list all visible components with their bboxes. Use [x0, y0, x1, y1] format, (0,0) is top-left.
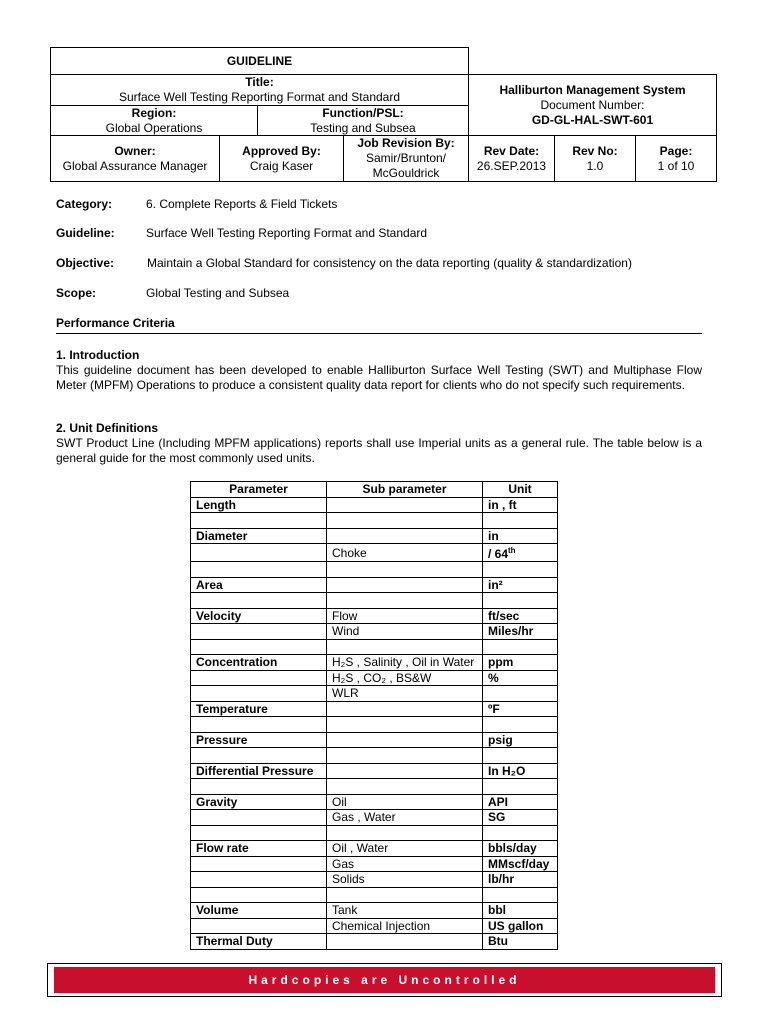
cell-parameter: Velocity	[191, 608, 327, 624]
cell-sub-parameter: Gas , Water	[327, 810, 483, 826]
cell-unit: MMscf/day	[483, 856, 558, 872]
cell-parameter	[191, 593, 327, 609]
revno-cell	[554, 135, 636, 182]
page-cell	[635, 135, 717, 182]
function-value: Testing and Subsea	[310, 120, 416, 135]
cell-unit	[483, 887, 558, 903]
system-cell	[468, 74, 717, 136]
cell-sub-parameter	[327, 513, 483, 529]
table-row	[191, 655, 558, 671]
cell-sub-parameter	[327, 577, 483, 593]
objective-label: Objective:	[56, 256, 115, 270]
performance-heading: Performance Criteria	[56, 316, 175, 330]
cell-unit: ºF	[483, 701, 558, 717]
approved-cell	[219, 135, 344, 182]
title-cell	[50, 74, 469, 106]
header-unit: Unit	[483, 482, 558, 498]
cell-sub-parameter: WLR	[327, 686, 483, 702]
cell-unit	[483, 513, 558, 529]
jobrev-cell	[343, 135, 469, 182]
header-parameter: Parameter	[191, 482, 327, 498]
category-value: 6. Complete Reports & Field Tickets	[146, 197, 338, 211]
region-label: Region:	[131, 105, 177, 120]
table-row	[191, 593, 558, 609]
table-row	[191, 732, 558, 748]
cell-sub-parameter: Solids	[327, 872, 483, 888]
jobrev-label: Job Revision By:	[357, 136, 455, 150]
units-section	[56, 421, 702, 466]
docnum-label: Document Number:	[540, 97, 645, 112]
function-label: Function/PSL:	[322, 105, 404, 120]
category-label: Category:	[56, 197, 113, 211]
scope-value: Global Testing and Subsea	[146, 286, 290, 300]
cell-parameter	[191, 918, 327, 934]
cell-parameter	[191, 686, 327, 702]
cell-sub-parameter	[327, 934, 483, 950]
table-row	[191, 624, 558, 640]
table-row	[191, 717, 558, 733]
table-row	[191, 497, 558, 513]
cell-parameter	[191, 748, 327, 764]
table-row	[191, 562, 558, 578]
cell-sub-parameter	[327, 732, 483, 748]
table-row	[191, 748, 558, 764]
cell-unit	[483, 779, 558, 795]
approved-value: Craig Kaser	[249, 158, 314, 173]
table-row	[191, 528, 558, 544]
table-header-row	[191, 482, 558, 498]
intro-title: 1. Introduction	[56, 348, 140, 362]
cell-parameter	[191, 779, 327, 795]
cell-parameter: Flow rate	[191, 841, 327, 857]
guideline-label: Guideline:	[56, 226, 115, 240]
cell-sub-parameter	[327, 528, 483, 544]
cell-sub-parameter: Chemical Injection	[327, 918, 483, 934]
cell-sub-parameter: Gas	[327, 856, 483, 872]
cell-unit	[483, 639, 558, 655]
cell-parameter	[191, 825, 327, 841]
cell-parameter: Concentration	[191, 655, 327, 671]
cell-sub-parameter: Oil	[327, 794, 483, 810]
cell-unit: In H₂O	[483, 763, 558, 779]
cell-parameter	[191, 872, 327, 888]
cell-parameter	[191, 717, 327, 733]
cell-sub-parameter	[327, 593, 483, 609]
table-row	[191, 686, 558, 702]
owner-cell	[50, 135, 220, 182]
cell-unit: %	[483, 670, 558, 686]
units-table	[190, 481, 558, 950]
cell-unit: psig	[483, 732, 558, 748]
cell-sub-parameter: H₂S , Salinity , Oil in Water	[327, 655, 483, 671]
document-title: Surface Well Testing Reporting Format and Standard	[118, 90, 401, 104]
table-row	[191, 544, 558, 562]
cell-parameter: Differential Pressure	[191, 763, 327, 779]
cell-parameter	[191, 544, 327, 562]
cell-parameter: Pressure	[191, 732, 327, 748]
table-row	[191, 763, 558, 779]
guideline-value: Surface Well Testing Reporting Format and Standard	[146, 226, 428, 240]
cell-parameter: Volume	[191, 903, 327, 919]
owner-value: Global Assurance Manager	[62, 158, 208, 173]
units-body: SWT Product Line (Including MPFM applications) reports shall use Imperial units as a general rule. The table below is a general guide for the most commonly used units.	[56, 436, 702, 465]
approved-label: Approved By:	[242, 143, 321, 158]
cell-sub-parameter	[327, 763, 483, 779]
cell-sub-parameter	[327, 748, 483, 764]
cell-unit: Btu	[483, 934, 558, 950]
table-row	[191, 872, 558, 888]
cell-sub-parameter: Tank	[327, 903, 483, 919]
cell-unit: in²	[483, 577, 558, 593]
table-row	[191, 608, 558, 624]
cell-sub-parameter	[327, 701, 483, 717]
cell-parameter	[191, 670, 327, 686]
cell-sub-parameter	[327, 717, 483, 733]
jobrev-line2: McGouldrick	[372, 166, 440, 180]
document-header	[50, 47, 717, 182]
cell-parameter	[191, 887, 327, 903]
system-name: Halliburton Management System	[499, 82, 686, 97]
cell-unit: / 64th	[483, 544, 558, 562]
table-row	[191, 841, 558, 857]
cell-parameter: Gravity	[191, 794, 327, 810]
scope-label: Scope:	[56, 286, 97, 300]
jobrev-line1: Samir/Brunton/	[365, 151, 447, 165]
cell-parameter: Area	[191, 577, 327, 593]
cell-sub-parameter: Choke	[327, 544, 483, 562]
table-row	[191, 670, 558, 686]
cell-unit: API	[483, 794, 558, 810]
page-label: Page:	[659, 143, 693, 158]
cell-unit	[483, 748, 558, 764]
cell-parameter	[191, 624, 327, 640]
table-row	[191, 701, 558, 717]
intro-section	[56, 348, 702, 393]
cell-unit: in , ft	[483, 497, 558, 513]
table-row	[191, 810, 558, 826]
cell-unit: SG	[483, 810, 558, 826]
owner-label: Owner:	[114, 143, 156, 158]
objective-value: Maintain a Global Standard for consistency on the data reporting (quality & standardization)	[147, 256, 632, 270]
table-row	[191, 918, 558, 934]
cell-sub-parameter	[327, 497, 483, 513]
revdate-label: Rev Date:	[483, 143, 540, 158]
cell-unit: ft/sec	[483, 608, 558, 624]
function-cell	[257, 105, 469, 136]
cell-unit: bbl	[483, 903, 558, 919]
title-label: Title:	[245, 75, 274, 89]
cell-sub-parameter: H₂S , CO₂ , BS&W	[327, 670, 483, 686]
cell-sub-parameter: Oil , Water	[327, 841, 483, 857]
table-row	[191, 794, 558, 810]
units-title: 2. Unit Definitions	[56, 421, 158, 435]
cell-unit: in	[483, 528, 558, 544]
cell-parameter: Thermal Duty	[191, 934, 327, 950]
cell-parameter	[191, 639, 327, 655]
cell-parameter: Diameter	[191, 528, 327, 544]
cell-sub-parameter	[327, 825, 483, 841]
document-number: GD-GL-HAL-SWT-601	[531, 112, 654, 127]
cell-unit	[483, 686, 558, 702]
cell-unit: lb/hr	[483, 872, 558, 888]
cell-unit: ppm	[483, 655, 558, 671]
units-table-body	[191, 497, 558, 949]
cell-parameter: Length	[191, 497, 327, 513]
table-row	[191, 856, 558, 872]
cell-parameter: Temperature	[191, 701, 327, 717]
cell-unit: Miles/hr	[483, 624, 558, 640]
cell-sub-parameter	[327, 562, 483, 578]
doc-type: GUIDELINE	[50, 47, 469, 75]
page-value: 1 of 10	[657, 158, 695, 173]
revno-label: Rev No:	[572, 143, 618, 158]
cell-unit: US gallon	[483, 918, 558, 934]
footer-banner: Hardcopies are Uncontrolled	[54, 967, 715, 993]
divider	[56, 333, 702, 334]
cell-parameter	[191, 513, 327, 529]
cell-sub-parameter	[327, 779, 483, 795]
cell-parameter	[191, 810, 327, 826]
cell-sub-parameter: Wind	[327, 624, 483, 640]
cell-parameter	[191, 562, 327, 578]
revdate-cell	[468, 135, 555, 182]
header-sub-parameter: Sub parameter	[327, 482, 483, 498]
revno-value: 1.0	[586, 158, 604, 173]
table-row	[191, 513, 558, 529]
cell-unit	[483, 562, 558, 578]
table-row	[191, 825, 558, 841]
cell-unit	[483, 717, 558, 733]
cell-sub-parameter	[327, 887, 483, 903]
cell-sub-parameter	[327, 639, 483, 655]
cell-unit: bbls/day	[483, 841, 558, 857]
region-value: Global Operations	[105, 120, 203, 135]
cell-unit	[483, 593, 558, 609]
superscript: th	[508, 546, 516, 555]
table-row	[191, 887, 558, 903]
table-row	[191, 934, 558, 950]
revdate-value: 26.SEP.2013	[476, 158, 547, 173]
table-row	[191, 779, 558, 795]
table-row	[191, 639, 558, 655]
table-row	[191, 577, 558, 593]
cell-sub-parameter: Flow	[327, 608, 483, 624]
table-row	[191, 903, 558, 919]
region-cell	[50, 105, 258, 136]
cell-unit	[483, 825, 558, 841]
intro-body: This guideline document has been developed to enable Halliburton Surface Well Testing (SWT) and Multiphase Flow Meter (MPFM) Operations to produce a consistent quality data report for clients who do not specify such requirements.	[56, 363, 702, 392]
cell-parameter	[191, 856, 327, 872]
